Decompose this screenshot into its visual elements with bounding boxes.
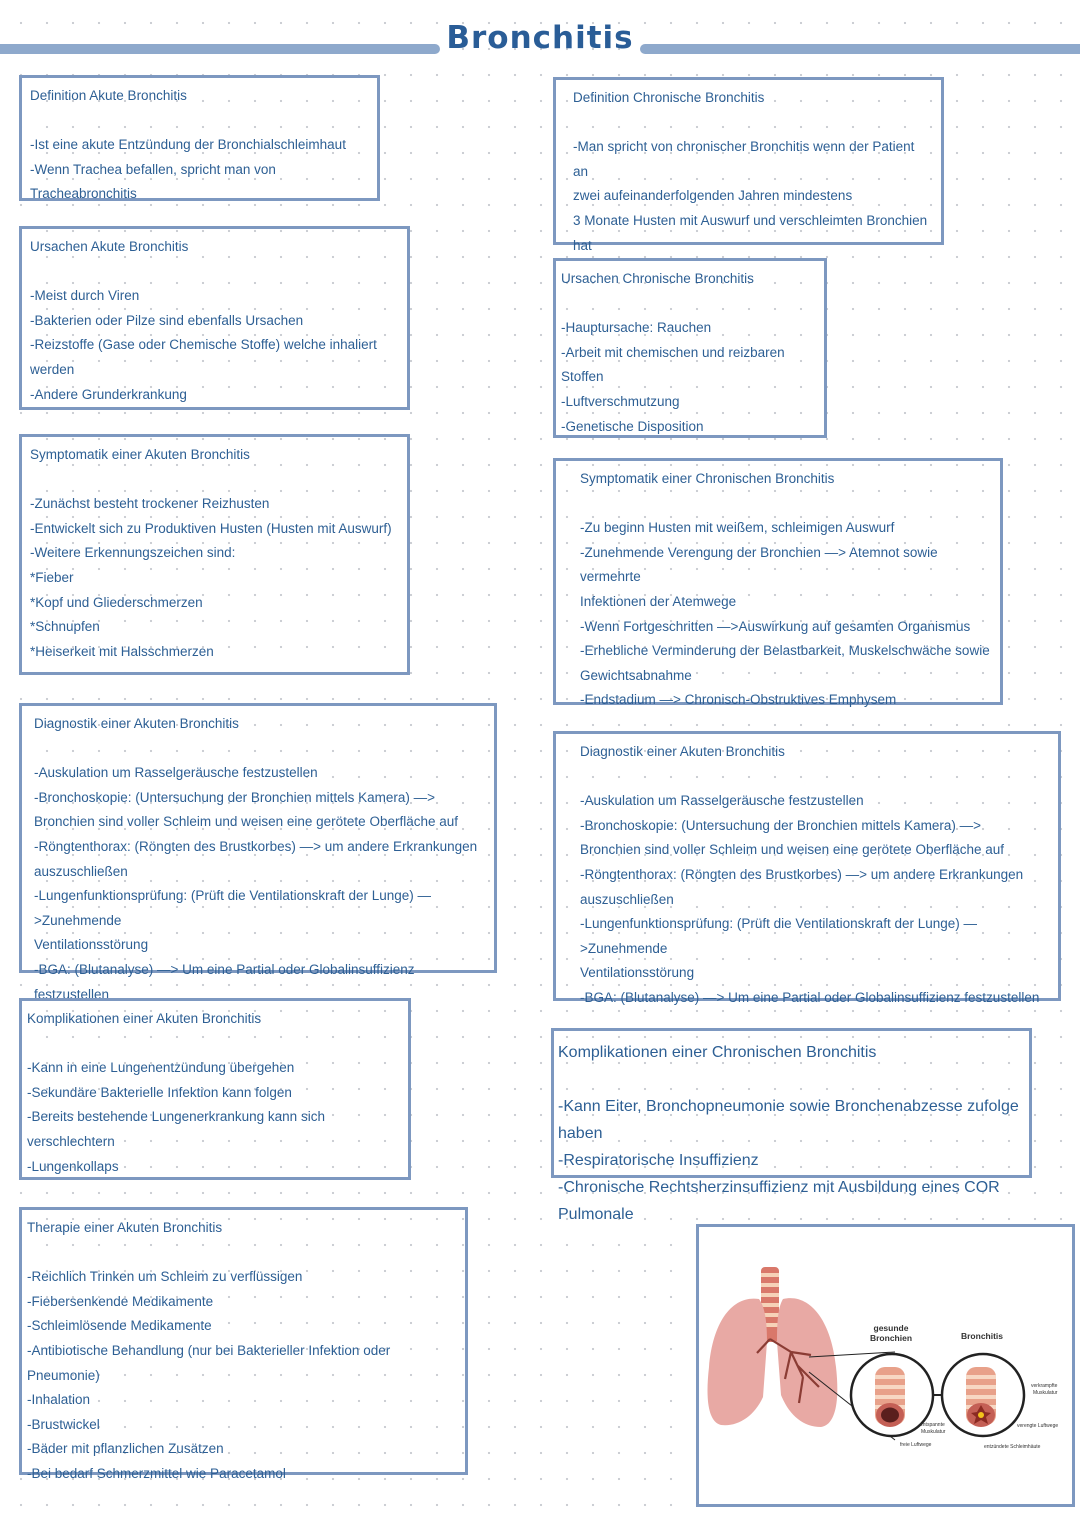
bullet-list: [580, 516, 992, 713]
list-item: Ventilationsstörung: [580, 965, 695, 981]
complications-chronic-box: [551, 1028, 1032, 1223]
title-bar-left: [0, 44, 440, 54]
list-item: 3 Monate Husten mit Auswurf und verschleimten Bronchien: [573, 212, 928, 228]
list-item: -Weitere Erkennungszeichen sind:: [30, 545, 236, 561]
bullet-list: [30, 492, 399, 664]
section-heading: Therapie einer Akuten Bronchitis: [27, 1220, 223, 1235]
list-item: -Lungenfunktionsprüfung: (Prüft die Ventilationskraft der Lunge) —>Zunehmende: [34, 888, 431, 928]
list-item: -Reichlich Trinken um Schleim zu verflüssigen: [27, 1269, 303, 1285]
section-heading: Ursachen Akute Bronchitis: [30, 239, 189, 254]
list-item: -Genetische Disposition: [561, 418, 704, 434]
section-heading: Komplikationen einer Chronischen Bronchitis: [558, 1044, 877, 1061]
causes-chronic-box: [553, 258, 827, 438]
definition-acute-box: [19, 75, 380, 201]
list-item: -Inhalation: [27, 1392, 91, 1408]
list-item: auszuschließen: [580, 891, 674, 907]
page-title: Bronchitis: [446, 20, 634, 56]
bullet-list: [34, 761, 486, 1007]
list-item: -Fiebersenkende Medikamente: [27, 1293, 214, 1309]
list-item: *Schnupfen: [30, 619, 100, 635]
list-item: -Bereits bestehende Lungenerkrankung kann sich verschlechtern: [27, 1109, 325, 1149]
list-item: -Meist durch Viren: [30, 288, 140, 304]
definition-chronic-box: [553, 77, 944, 253]
label-inflamed: entzündete Schleimhäute: [984, 1444, 1041, 1450]
list-item: Gewichtsabnahme: [580, 667, 692, 683]
bronchitis-bronchus-icon: [942, 1354, 1024, 1436]
list-item: -Arbeit mit chemischen und reizbaren Stoffen: [561, 344, 785, 385]
label-narrowed: verengte Luftwege: [1017, 1423, 1059, 1429]
list-item: -Man spricht von chronischer Bronchitis wenn der Patient an: [573, 139, 915, 179]
list-item: -Reizstoffe (Gase oder Chemische Stoffe) welche inhaliert werden: [30, 337, 377, 377]
label-relaxed-1: entspannte: [920, 1422, 945, 1428]
list-item: -Sekundäre Bakterielle Infektion kann folgen: [27, 1084, 292, 1100]
diagnostics-chronic-box: [553, 731, 1061, 1005]
list-item: -Schleimlösende Medikamente: [27, 1318, 212, 1334]
list-item: -Bronchoskopie: (Untersuchung der Bronchien mittels Kamera) —>: [34, 789, 436, 805]
list-item: -Brustwickel: [27, 1416, 100, 1432]
bullet-list: [558, 1093, 1021, 1228]
bullet-list: [27, 1056, 400, 1179]
bullet-list: [561, 316, 816, 439]
bullet-list: [30, 133, 369, 207]
therapy-acute-box: [19, 1207, 468, 1481]
bullet-list: [27, 1265, 457, 1486]
list-item: *Heiserkeit mit Halsschmerzen: [30, 643, 214, 659]
label-healthy-2: Bronchien: [869, 1333, 913, 1343]
list-item: -Lungenfunktionsprüfung: (Prüft die Ventilationskraft der Lunge) —>Zunehmende: [580, 916, 977, 956]
label-bronchitis: Bronchitis: [960, 1331, 1004, 1341]
causes-acute-box: [19, 226, 410, 410]
title-bar-right: [640, 44, 1080, 54]
section-heading: Diagnostik einer Akuten Bronchitis: [580, 744, 785, 759]
list-item: -Auskulation um Rasselgeräusche festzustellen: [34, 765, 318, 781]
diagnostics-acute-box: [19, 703, 497, 1002]
label-relaxed-2: Muskulatur: [921, 1429, 946, 1435]
symptoms-acute-box: [19, 434, 410, 675]
section-heading: Definition Akute Bronchitis: [30, 88, 187, 103]
section-heading: Komplikationen einer Akuten Bronchitis: [27, 1011, 262, 1026]
list-item: -Chronische Rechtsherzinsuffizienz mit Ausbildung eines COR Pulmonale: [558, 1179, 1000, 1223]
list-item: -Röngtenthorax: (Röngten des Brustkorbes) —> um andere Erkrankungen: [580, 866, 1024, 882]
list-item: -Bronchoskopie: (Untersuchung der Bronchien mittels Kamera) —>: [580, 817, 982, 833]
bronchitis-illustration: [696, 1224, 1075, 1507]
list-item: -Zunächst besteht trockener Reizhusten: [30, 496, 270, 512]
complications-acute-box: [19, 998, 411, 1180]
bullet-list: [573, 135, 933, 258]
list-item: -Bäder mit pflanzlichen Zusätzen: [27, 1441, 224, 1457]
list-item: -Ist eine akute Entzündung der Bronchialschleimhaut: [30, 137, 346, 153]
list-item: -Bakterien oder Pilze sind ebenfalls Ursachen: [30, 312, 304, 328]
label-free-airway: freie Luftwege: [900, 1442, 932, 1448]
list-item: -Röngtenthorax: (Röngten des Brustkorbes) —> um andere Erkrankungen: [34, 838, 478, 854]
list-item: -Auskulation um Rasselgeräusche festzustellen: [580, 793, 864, 809]
list-item: -Bei bedarf Schmerzmittel wie Paracetamol: [27, 1465, 286, 1481]
list-item: -Respiratorische Insuffizienz: [558, 1152, 759, 1169]
list-item: -Entwickelt sich zu Produktiven Husten (Husten mit Auswurf): [30, 520, 392, 536]
list-item: -Andere Grunderkrankung: [30, 386, 187, 402]
list-item: -Wenn Trachea befallen, spricht man von Tracheabronchitis: [30, 161, 276, 202]
bullet-list: [580, 789, 1050, 1010]
list-item: Ventilationsstörung: [34, 937, 149, 953]
bullet-list: [30, 284, 399, 407]
list-item: -Kann in eine Lungenentzündung übergehen: [27, 1060, 295, 1076]
list-item: auszuschließen: [34, 863, 128, 879]
list-item: -Antibiotische Behandlung (nur bei Bakterieller Infektion oder Pneumonie): [27, 1342, 391, 1383]
list-item: -BGA: (Blutanalyse) —> Um eine Partial oder Globalinsuffizienz festzustellen: [580, 989, 1040, 1005]
list-item: -BGA: (Blutanalyse) —> Um eine Partial oder Globalinsuffizienz festzustellen: [34, 961, 415, 1002]
list-item: *Kopf und Gliederschmerzen: [30, 594, 203, 610]
list-item: Infektionen der Atemwege: [580, 593, 737, 609]
section-heading: Diagnostik einer Akuten Bronchitis: [34, 716, 239, 731]
label-cramped-1: verkrampfte: [1031, 1383, 1058, 1389]
label-cramped-2: Muskulatur: [1033, 1390, 1058, 1396]
list-item: hat: [573, 237, 592, 253]
list-item: zwei aufeinanderfolgenden Jahren mindestens: [573, 188, 853, 204]
list-item: -Endstadium —> Chronisch-Obstruktives Emphysem: [580, 692, 897, 708]
list-item: -Zunehmende Verengung der Bronchien —> Atemnot sowie vermehrte: [580, 544, 938, 585]
label-healthy-1: gesunde: [873, 1323, 909, 1333]
section-heading: Symptomatik einer Chronischen Bronchitis: [580, 471, 835, 486]
list-item: Bronchien sind voller Schleim und weisen eine gerötete Oberfläche auf: [34, 814, 458, 830]
list-item: -Hauptursache: Rauchen: [561, 320, 712, 336]
section-heading: Definition Chronische Bronchitis: [573, 90, 765, 105]
symptoms-chronic-box: [553, 458, 1003, 708]
list-item: -Luftverschmutzung: [561, 393, 680, 409]
list-item: -Wenn Fortgeschritten —>Auswirkung auf gesamten Organismus: [580, 618, 971, 634]
list-item: -Lungenkollaps: [27, 1158, 119, 1174]
list-item: -Zu beginn Husten mit weißem, schleimigen Auswurf: [580, 520, 895, 536]
list-item: -Erhebliche Verminderung der Belastbarkeit, Muskelschwäche sowie: [580, 643, 990, 659]
list-item: Bronchien sind voller Schleim und weisen eine gerötete Oberfläche auf: [580, 842, 1004, 858]
section-heading: Ursachen Chronische Bronchitis: [561, 271, 754, 286]
list-item: -Kann Eiter, Bronchopneumonie sowie Bronchenabzesse zufolge haben: [558, 1098, 1019, 1142]
section-heading: Symptomatik einer Akuten Bronchitis: [30, 447, 250, 462]
list-item: *Fieber: [30, 569, 74, 585]
